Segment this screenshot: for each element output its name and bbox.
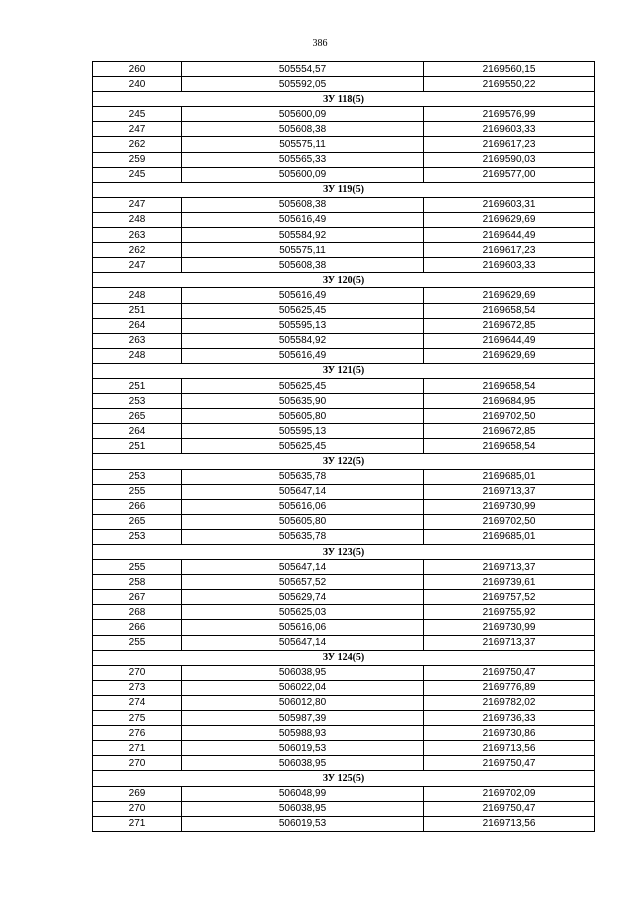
table-row bbox=[93, 514, 595, 529]
table-row bbox=[93, 439, 595, 454]
section-title: ЗУ 123(5) bbox=[93, 545, 595, 560]
table-row bbox=[93, 560, 595, 575]
point-number-cell: 270 bbox=[93, 756, 182, 771]
x-coordinate-cell: 505605,80 bbox=[182, 409, 424, 424]
y-coordinate-cell: 2169672,85 bbox=[424, 318, 595, 333]
y-coordinate-cell: 2169684,95 bbox=[424, 394, 595, 409]
section-header-row bbox=[93, 92, 595, 107]
point-number-cell: 267 bbox=[93, 590, 182, 605]
table-row bbox=[93, 816, 595, 831]
y-coordinate-cell: 2169757,52 bbox=[424, 590, 595, 605]
point-number-cell: 253 bbox=[93, 394, 182, 409]
point-number-cell: 251 bbox=[93, 303, 182, 318]
x-coordinate-cell: 505647,14 bbox=[182, 560, 424, 575]
point-number-cell: 251 bbox=[93, 439, 182, 454]
point-number-cell: 262 bbox=[93, 137, 182, 152]
point-number-cell: 264 bbox=[93, 424, 182, 439]
point-number-cell: 264 bbox=[93, 318, 182, 333]
point-number-cell: 271 bbox=[93, 816, 182, 831]
x-coordinate-cell: 505608,38 bbox=[182, 258, 424, 273]
y-coordinate-cell: 2169550,22 bbox=[424, 77, 595, 92]
section-header-row bbox=[93, 363, 595, 378]
x-coordinate-cell: 505608,38 bbox=[182, 122, 424, 137]
section-header-row bbox=[93, 182, 595, 197]
x-coordinate-cell: 505584,92 bbox=[182, 228, 424, 243]
y-coordinate-cell: 2169685,01 bbox=[424, 469, 595, 484]
table-row bbox=[93, 665, 595, 680]
y-coordinate-cell: 2169750,47 bbox=[424, 801, 595, 816]
y-coordinate-cell: 2169603,33 bbox=[424, 122, 595, 137]
point-number-cell: 276 bbox=[93, 726, 182, 741]
x-coordinate-cell: 505635,78 bbox=[182, 469, 424, 484]
x-coordinate-cell: 505625,45 bbox=[182, 303, 424, 318]
point-number-cell: 266 bbox=[93, 620, 182, 635]
y-coordinate-cell: 2169685,01 bbox=[424, 529, 595, 544]
y-coordinate-cell: 2169658,54 bbox=[424, 378, 595, 393]
table-row bbox=[93, 469, 595, 484]
point-number-cell: 262 bbox=[93, 243, 182, 258]
x-coordinate-cell: 505616,06 bbox=[182, 620, 424, 635]
point-number-cell: 248 bbox=[93, 288, 182, 303]
x-coordinate-cell: 505608,38 bbox=[182, 197, 424, 212]
section-title: ЗУ 118(5) bbox=[93, 92, 595, 107]
table-row bbox=[93, 529, 595, 544]
table-row bbox=[93, 197, 595, 212]
point-number-cell: 266 bbox=[93, 499, 182, 514]
point-number-cell: 258 bbox=[93, 575, 182, 590]
x-coordinate-cell: 506038,95 bbox=[182, 801, 424, 816]
point-number-cell: 263 bbox=[93, 228, 182, 243]
x-coordinate-cell: 505629,74 bbox=[182, 590, 424, 605]
x-coordinate-cell: 505600,09 bbox=[182, 107, 424, 122]
section-header-row bbox=[93, 650, 595, 665]
table-row bbox=[93, 303, 595, 318]
table-row bbox=[93, 167, 595, 182]
table-row bbox=[93, 635, 595, 650]
x-coordinate-cell: 506019,53 bbox=[182, 741, 424, 756]
point-number-cell: 259 bbox=[93, 152, 182, 167]
y-coordinate-cell: 2169590,03 bbox=[424, 152, 595, 167]
table-row bbox=[93, 605, 595, 620]
x-coordinate-cell: 505605,80 bbox=[182, 514, 424, 529]
y-coordinate-cell: 2169672,85 bbox=[424, 424, 595, 439]
x-coordinate-cell: 506022,04 bbox=[182, 680, 424, 695]
x-coordinate-cell: 505625,45 bbox=[182, 378, 424, 393]
y-coordinate-cell: 2169658,54 bbox=[424, 303, 595, 318]
page-number: 386 bbox=[312, 38, 328, 49]
point-number-cell: 247 bbox=[93, 258, 182, 273]
y-coordinate-cell: 2169629,69 bbox=[424, 212, 595, 227]
point-number-cell: 265 bbox=[93, 514, 182, 529]
table-row bbox=[93, 424, 595, 439]
x-coordinate-cell: 505584,92 bbox=[182, 333, 424, 348]
y-coordinate-cell: 2169750,47 bbox=[424, 756, 595, 771]
coordinates-table bbox=[92, 61, 595, 832]
x-coordinate-cell: 505565,33 bbox=[182, 152, 424, 167]
table-row bbox=[93, 122, 595, 137]
x-coordinate-cell: 505554,57 bbox=[182, 62, 424, 77]
x-coordinate-cell: 505616,49 bbox=[182, 348, 424, 363]
x-coordinate-cell: 505595,13 bbox=[182, 424, 424, 439]
table-row bbox=[93, 786, 595, 801]
x-coordinate-cell: 505647,14 bbox=[182, 635, 424, 650]
y-coordinate-cell: 2169702,50 bbox=[424, 514, 595, 529]
x-coordinate-cell: 505616,49 bbox=[182, 288, 424, 303]
point-number-cell: 270 bbox=[93, 801, 182, 816]
point-number-cell: 245 bbox=[93, 107, 182, 122]
section-header-row bbox=[93, 771, 595, 786]
table-row bbox=[93, 107, 595, 122]
table-row bbox=[93, 152, 595, 167]
point-number-cell: 275 bbox=[93, 711, 182, 726]
table-row bbox=[93, 741, 595, 756]
x-coordinate-cell: 505647,14 bbox=[182, 484, 424, 499]
table-row bbox=[93, 590, 595, 605]
point-number-cell: 247 bbox=[93, 122, 182, 137]
y-coordinate-cell: 2169713,56 bbox=[424, 816, 595, 831]
point-number-cell: 263 bbox=[93, 333, 182, 348]
y-coordinate-cell: 2169776,89 bbox=[424, 680, 595, 695]
point-number-cell: 255 bbox=[93, 484, 182, 499]
y-coordinate-cell: 2169736,33 bbox=[424, 711, 595, 726]
x-coordinate-cell: 505575,11 bbox=[182, 243, 424, 258]
table-row bbox=[93, 801, 595, 816]
y-coordinate-cell: 2169577,00 bbox=[424, 167, 595, 182]
x-coordinate-cell: 505988,93 bbox=[182, 726, 424, 741]
point-number-cell: 245 bbox=[93, 167, 182, 182]
point-number-cell: 273 bbox=[93, 680, 182, 695]
section-title: ЗУ 122(5) bbox=[93, 454, 595, 469]
point-number-cell: 253 bbox=[93, 469, 182, 484]
point-number-cell: 255 bbox=[93, 560, 182, 575]
table-row bbox=[93, 575, 595, 590]
table-row bbox=[93, 348, 595, 363]
point-number-cell: 271 bbox=[93, 741, 182, 756]
table-row bbox=[93, 62, 595, 77]
section-title: ЗУ 124(5) bbox=[93, 650, 595, 665]
coordinates-table-body bbox=[93, 62, 595, 832]
x-coordinate-cell: 505635,90 bbox=[182, 394, 424, 409]
y-coordinate-cell: 2169603,33 bbox=[424, 258, 595, 273]
y-coordinate-cell: 2169713,37 bbox=[424, 560, 595, 575]
x-coordinate-cell: 505575,11 bbox=[182, 137, 424, 152]
point-number-cell: 240 bbox=[93, 77, 182, 92]
section-title: ЗУ 120(5) bbox=[93, 273, 595, 288]
x-coordinate-cell: 505987,39 bbox=[182, 711, 424, 726]
x-coordinate-cell: 505657,52 bbox=[182, 575, 424, 590]
x-coordinate-cell: 506038,95 bbox=[182, 665, 424, 680]
point-number-cell: 274 bbox=[93, 695, 182, 710]
y-coordinate-cell: 2169713,37 bbox=[424, 635, 595, 650]
x-coordinate-cell: 505616,06 bbox=[182, 499, 424, 514]
section-header-row bbox=[93, 273, 595, 288]
y-coordinate-cell: 2169560,15 bbox=[424, 62, 595, 77]
point-number-cell: 270 bbox=[93, 665, 182, 680]
section-title: ЗУ 119(5) bbox=[93, 182, 595, 197]
x-coordinate-cell: 505625,45 bbox=[182, 439, 424, 454]
table-row bbox=[93, 409, 595, 424]
y-coordinate-cell: 2169755,92 bbox=[424, 605, 595, 620]
y-coordinate-cell: 2169782,02 bbox=[424, 695, 595, 710]
table-row bbox=[93, 499, 595, 514]
y-coordinate-cell: 2169576,99 bbox=[424, 107, 595, 122]
x-coordinate-cell: 506038,95 bbox=[182, 756, 424, 771]
table-row bbox=[93, 288, 595, 303]
x-coordinate-cell: 506012,80 bbox=[182, 695, 424, 710]
y-coordinate-cell: 2169702,09 bbox=[424, 786, 595, 801]
y-coordinate-cell: 2169730,86 bbox=[424, 726, 595, 741]
point-number-cell: 255 bbox=[93, 635, 182, 650]
x-coordinate-cell: 505625,03 bbox=[182, 605, 424, 620]
point-number-cell: 265 bbox=[93, 409, 182, 424]
y-coordinate-cell: 2169629,69 bbox=[424, 288, 595, 303]
point-number-cell: 260 bbox=[93, 62, 182, 77]
table-row bbox=[93, 484, 595, 499]
y-coordinate-cell: 2169713,56 bbox=[424, 741, 595, 756]
section-header-row bbox=[93, 454, 595, 469]
y-coordinate-cell: 2169730,99 bbox=[424, 620, 595, 635]
table-row bbox=[93, 756, 595, 771]
section-header-row bbox=[93, 545, 595, 560]
y-coordinate-cell: 2169644,49 bbox=[424, 228, 595, 243]
x-coordinate-cell: 506019,53 bbox=[182, 816, 424, 831]
table-row bbox=[93, 695, 595, 710]
y-coordinate-cell: 2169750,47 bbox=[424, 665, 595, 680]
x-coordinate-cell: 505635,78 bbox=[182, 529, 424, 544]
table-row bbox=[93, 726, 595, 741]
table-row bbox=[93, 711, 595, 726]
x-coordinate-cell: 505595,13 bbox=[182, 318, 424, 333]
y-coordinate-cell: 2169617,23 bbox=[424, 243, 595, 258]
table-row bbox=[93, 137, 595, 152]
y-coordinate-cell: 2169730,99 bbox=[424, 499, 595, 514]
x-coordinate-cell: 505600,09 bbox=[182, 167, 424, 182]
point-number-cell: 268 bbox=[93, 605, 182, 620]
table-row bbox=[93, 212, 595, 227]
y-coordinate-cell: 2169603,31 bbox=[424, 197, 595, 212]
point-number-cell: 248 bbox=[93, 212, 182, 227]
x-coordinate-cell: 505616,49 bbox=[182, 212, 424, 227]
section-title: ЗУ 121(5) bbox=[93, 363, 595, 378]
point-number-cell: 248 bbox=[93, 348, 182, 363]
x-coordinate-cell: 506048,99 bbox=[182, 786, 424, 801]
table-row bbox=[93, 318, 595, 333]
y-coordinate-cell: 2169658,54 bbox=[424, 439, 595, 454]
y-coordinate-cell: 2169644,49 bbox=[424, 333, 595, 348]
x-coordinate-cell: 505592,05 bbox=[182, 77, 424, 92]
table-row bbox=[93, 394, 595, 409]
y-coordinate-cell: 2169617,23 bbox=[424, 137, 595, 152]
table-row bbox=[93, 243, 595, 258]
point-number-cell: 247 bbox=[93, 197, 182, 212]
table-row bbox=[93, 258, 595, 273]
section-title: ЗУ 125(5) bbox=[93, 771, 595, 786]
y-coordinate-cell: 2169713,37 bbox=[424, 484, 595, 499]
table-row bbox=[93, 378, 595, 393]
y-coordinate-cell: 2169739,61 bbox=[424, 575, 595, 590]
table-row bbox=[93, 620, 595, 635]
point-number-cell: 251 bbox=[93, 378, 182, 393]
y-coordinate-cell: 2169702,50 bbox=[424, 409, 595, 424]
y-coordinate-cell: 2169629,69 bbox=[424, 348, 595, 363]
table-row bbox=[93, 228, 595, 243]
table-row bbox=[93, 680, 595, 695]
point-number-cell: 253 bbox=[93, 529, 182, 544]
point-number-cell: 269 bbox=[93, 786, 182, 801]
table-row bbox=[93, 77, 595, 92]
table-row bbox=[93, 333, 595, 348]
